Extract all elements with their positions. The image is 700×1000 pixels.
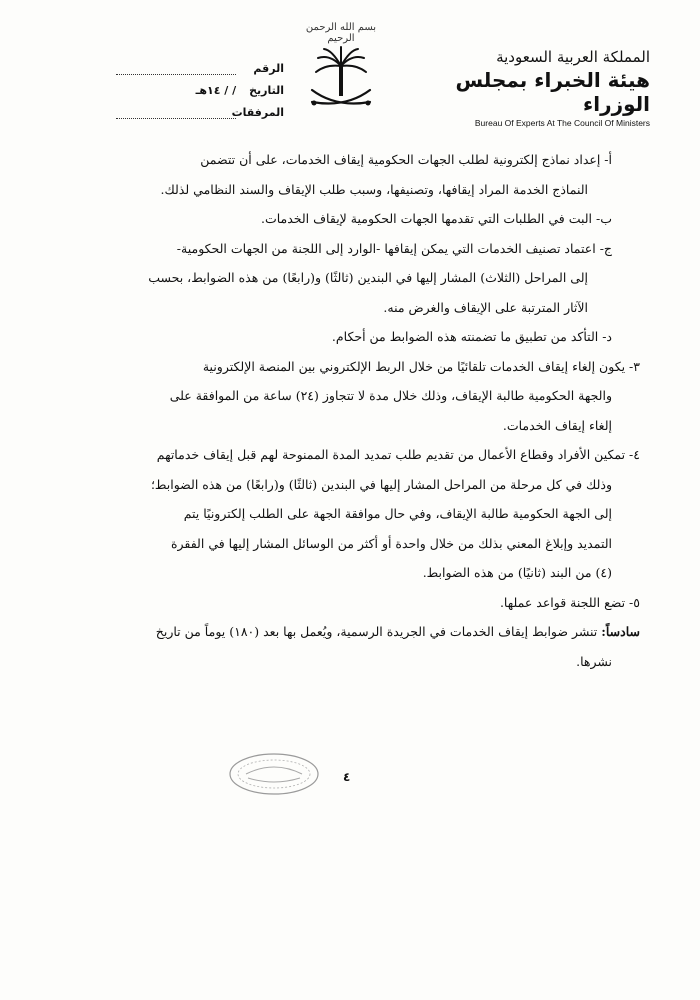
letterhead bbox=[0, 0, 700, 135]
basmala: بسم الله الرحمن الرحيم bbox=[305, 22, 377, 44]
ref-label: الرقم bbox=[253, 62, 284, 75]
date-row bbox=[84, 80, 284, 102]
org-name: هيئة الخبراء بمجلس الوزراء bbox=[455, 68, 650, 116]
item-4-line-3: إلى الجهة الحكومية طالبة الإيقاف، وفي حال موافقة الجهة على الطلب إلكترونيًا يتم bbox=[183, 506, 612, 521]
ref-field-line bbox=[116, 64, 236, 75]
ref-row bbox=[84, 58, 284, 80]
item-a-line-1: أ- إعداد نماذج إلكترونية لطلب الجهات الحكومية إيقاف الخدمات، على أن تتضمن bbox=[200, 152, 612, 167]
date-value: / / ١٤هـ bbox=[195, 84, 237, 97]
page-number: ٤ bbox=[343, 770, 351, 784]
item-3-line-1: ٣- يكون إلغاء إيقاف الخدمات تلقائيًا من خلال الربط الإلكتروني بين المنصة الإلكترونية bbox=[202, 358, 640, 374]
item-4-line-5: (٤) من البند (ثانيًا) من هذه الضوابط. bbox=[422, 565, 612, 580]
item-5: ٥- تضع اللجنة قواعد عملها. bbox=[499, 594, 640, 610]
attachments-field-line bbox=[116, 108, 236, 119]
document-body bbox=[60, 145, 640, 676]
organization-block bbox=[450, 48, 650, 128]
item-d: د- التأكد من تطبيق ما تضمنته هذه الضوابط من أحكام. bbox=[331, 329, 612, 344]
attachments-row bbox=[84, 102, 284, 124]
item-c-line-2: إلى المراحل (الثلاث) المشار إليها في البندين (ثالثًا) و(رابعًا) من هذه الضوابط، بحسب bbox=[148, 270, 588, 285]
item-b: ب- البت في الطلبات التي تقدمها الجهات الحكومية لإيقاف الخدمات. bbox=[260, 211, 612, 226]
article-sixth-label: سادساً: bbox=[601, 624, 640, 639]
org-country: المملكة العربية السعودية bbox=[496, 48, 650, 66]
reference-block bbox=[84, 58, 284, 124]
item-a-line-2: النماذج الخدمة المراد إيقافها، وتصنيفها، وسبب طلب الإيقاف والسند النظامي لذلك. bbox=[160, 181, 588, 197]
item-4-line-4: التمديد وإبلاغ المعني بذلك من خلال واحدة أو أكثر من الوسائل المشار إليها في الفقرة bbox=[170, 535, 612, 551]
item-3-line-2: والجهة الحكومية طالبة الإيقاف، وذلك خلال مدة لا تتجاوز (٢٤) ساعة من الموافقة على bbox=[169, 388, 612, 403]
item-3-line-3: إلغاء إيقاف الخدمات. bbox=[502, 417, 612, 433]
emblem-block bbox=[296, 22, 386, 114]
article-sixth bbox=[60, 617, 640, 647]
date-label: التاريخ bbox=[249, 84, 284, 97]
oval-official-stamp-icon bbox=[228, 752, 320, 796]
attachments-label: المرفقات bbox=[231, 106, 284, 119]
article-sixth-text: تنشر ضوابط إيقاف الخدمات في الجريدة الرسمية، ويُعمل بها بعد (١٨٠) يوماً من تاريخ bbox=[155, 624, 598, 639]
palm-and-swords-emblem-icon bbox=[306, 46, 376, 114]
article-sixth-continuation: نشرها. bbox=[576, 653, 612, 669]
item-c-line-3: الآثار المترتبة على الإيقاف والغرض منه. bbox=[383, 299, 588, 315]
item-4-line-2: وذلك في كل مرحلة من المراحل المشار إليها في البندين (ثالثًا) و(رابعًا) من هذه الضوابط؛ bbox=[150, 476, 612, 492]
item-4-line-1: ٤- تمكين الأفراد وقطاع الأعمال من تقديم طلب تمديد المدة الممنوحة لهم قبل إيقاف خدماتهم bbox=[156, 447, 640, 462]
org-english-name: Bureau Of Experts At The Council Of Ministers bbox=[474, 118, 650, 128]
item-c-line-1: ج- اعتماد تصنيف الخدمات التي يمكن إيقافها -الوارد إلى اللجنة من الجهات الحكومية- bbox=[176, 240, 612, 256]
